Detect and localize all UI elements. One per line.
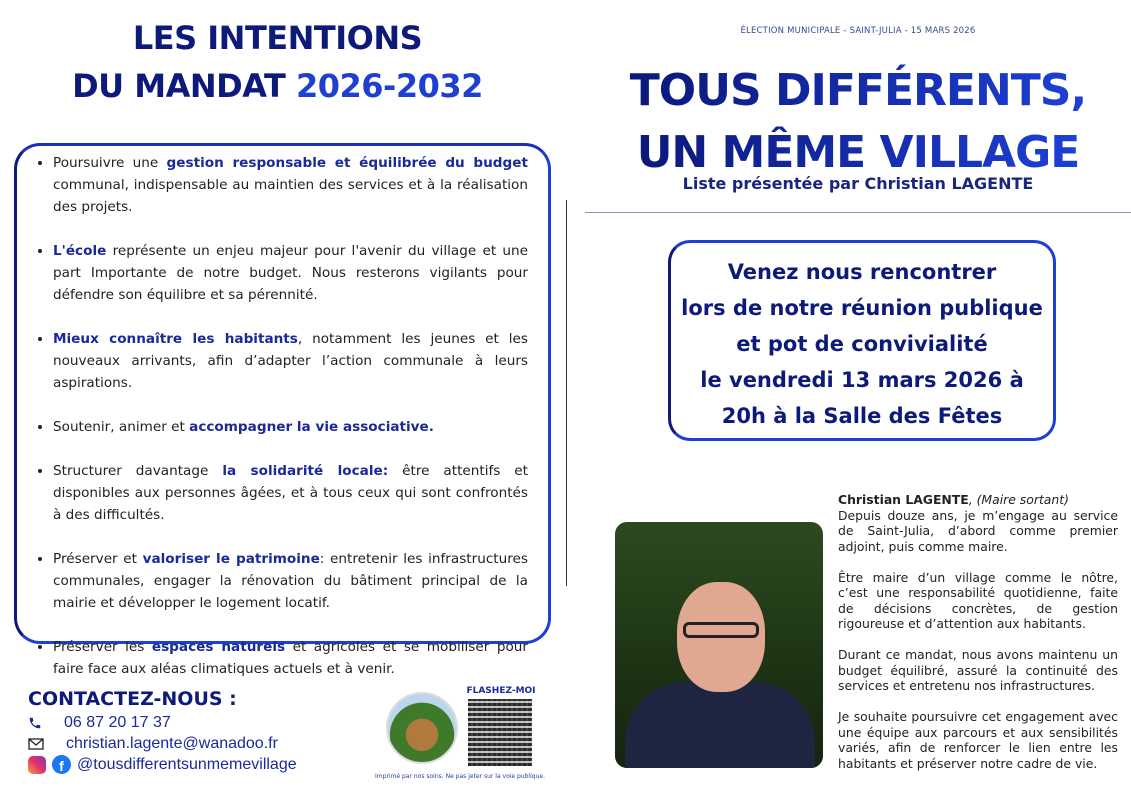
title-line: TOUS DIFFÉRENTS,	[585, 60, 1131, 122]
phone-number[interactable]: 06 87 20 17 37	[64, 713, 171, 731]
meeting-line: et pot de convivialité	[736, 332, 988, 356]
instagram-icon[interactable]	[28, 756, 46, 774]
bio-role: , (Maire sortant)	[968, 492, 1069, 507]
phone-row	[28, 712, 297, 733]
item-text: communal, indispensable au maintien des services et à la réalisation des projets.	[53, 177, 528, 215]
item-text: Préserver les	[53, 639, 152, 655]
item-text: représente un enjeu majeur pour l'avenir du village et une part Importante de notre budget. Nous resterons vigilants pour défendre son équilibre et sa pérennité.	[53, 243, 528, 303]
social-handle[interactable]: @tousdifferentsunmemevillage	[77, 755, 297, 773]
bio-paragraph: Je souhaite poursuivre cet engagement avec une équipe aux parcours et aux sensibilités variés, afin de renforcer le lien entre les habitants et préserver notre cadre de vie.	[838, 709, 1118, 771]
email-row	[28, 733, 297, 754]
intention-item	[53, 548, 528, 614]
candidate-photo	[615, 522, 823, 768]
phone-icon	[28, 716, 60, 730]
subtitle: Liste présentée par Christian LAGENTE	[682, 174, 1034, 193]
candidate-bio	[838, 492, 1118, 787]
title-line: UN MÊME VILLAGE	[585, 122, 1131, 184]
qr-label: FLASHEZ-MOI	[464, 685, 538, 697]
meeting-line: le vendredi 13 mars 2026 à	[700, 368, 1024, 392]
intentions-box	[14, 143, 551, 677]
bio-paragraph: Depuis douze ans, je m’engage au service de Saint-Julia, d’abord comme premier adjoint, puis comme maire.	[838, 507, 1118, 554]
village-logo	[386, 692, 458, 764]
highlight-text: la solidarité locale:	[222, 463, 389, 479]
highlight-text: espaces naturels	[151, 639, 286, 655]
item-text: Soutenir, animer et	[53, 419, 190, 435]
imprint-note: Imprimé par nos soins. Ne pas jeter sur la voie publique.	[375, 773, 545, 780]
meeting-line: Venez nous rencontrer	[727, 260, 997, 284]
highlight-text: gestion responsable et équilibrée du budget	[166, 155, 528, 171]
bio-name: Christian LAGENTE	[838, 492, 969, 507]
item-text: Poursuivre une	[53, 155, 167, 171]
item-text: Structurer davantage	[53, 463, 223, 479]
meeting-box	[668, 240, 1056, 441]
meeting-line: 20h à la Salle des Fêtes	[721, 404, 1003, 428]
contact-title: CONTACTEZ-NOUS :	[28, 688, 237, 710]
intentions-list	[53, 152, 528, 680]
intention-item	[53, 636, 528, 680]
intention-item	[53, 416, 528, 438]
intention-item	[53, 152, 528, 218]
item-text: et agricoles et se mobiliser pour faire face aux aléas climatiques actuels et à venir.	[53, 639, 528, 677]
title-part: DU MANDAT	[72, 67, 296, 105]
social-row	[28, 754, 297, 775]
bio-paragraph: Durant ce mandat, nous avons maintenu un budget équilibré, assuré la continuité des services et entretenu nos infrastructures.	[838, 647, 1118, 693]
intentions-title	[0, 14, 555, 110]
title-line	[0, 62, 555, 110]
email-link[interactable]: christian.lagente@wanadoo.fr	[66, 734, 278, 752]
mandate-years: 2026-2032	[295, 67, 483, 105]
intention-item	[53, 328, 528, 394]
divider	[585, 212, 1131, 213]
bio-paragraph: Être maire d’un village comme le nôtre, c’est une responsabilité quotidienne, faite de décisions concrètes, de gestion rigoureuse et d’attention aux habitants.	[838, 569, 1118, 631]
item-text: , notamment les jeunes et les nouveaux arrivants, afin d’adapter l’action communale à leurs aspirations.	[53, 331, 528, 391]
mail-icon	[28, 738, 60, 750]
title-line: LES INTENTIONS	[132, 19, 423, 57]
meeting-line: lors de notre réunion publique	[681, 296, 1043, 320]
highlight-text: L'école	[53, 243, 107, 259]
main-title	[585, 60, 1131, 184]
highlight-text: valoriser le patrimoine	[142, 551, 320, 567]
election-header: ÉLECTION MUNICIPALE - SAINT-JULIA - 15 MARS 2026	[740, 26, 976, 36]
contact-section	[28, 688, 297, 775]
item-text: être attentifs et disponibles aux personnes âgées, et à tous ceux qui sont confrontés à des difficultés.	[53, 463, 529, 523]
qr-code[interactable]	[468, 699, 532, 766]
intention-item	[53, 460, 528, 526]
highlight-text: Mieux connaître les habitants	[53, 331, 298, 347]
highlight-text: accompagner la vie associative.	[189, 419, 434, 435]
intention-item	[53, 240, 528, 306]
divider	[566, 200, 567, 586]
facebook-icon[interactable]: f	[52, 755, 71, 774]
item-text: Préserver et	[53, 551, 143, 567]
item-text: : entretenir les infrastructures communales, engager la rénovation du bâtiment principal de la mairie et développer le logement locatif.	[53, 551, 528, 611]
